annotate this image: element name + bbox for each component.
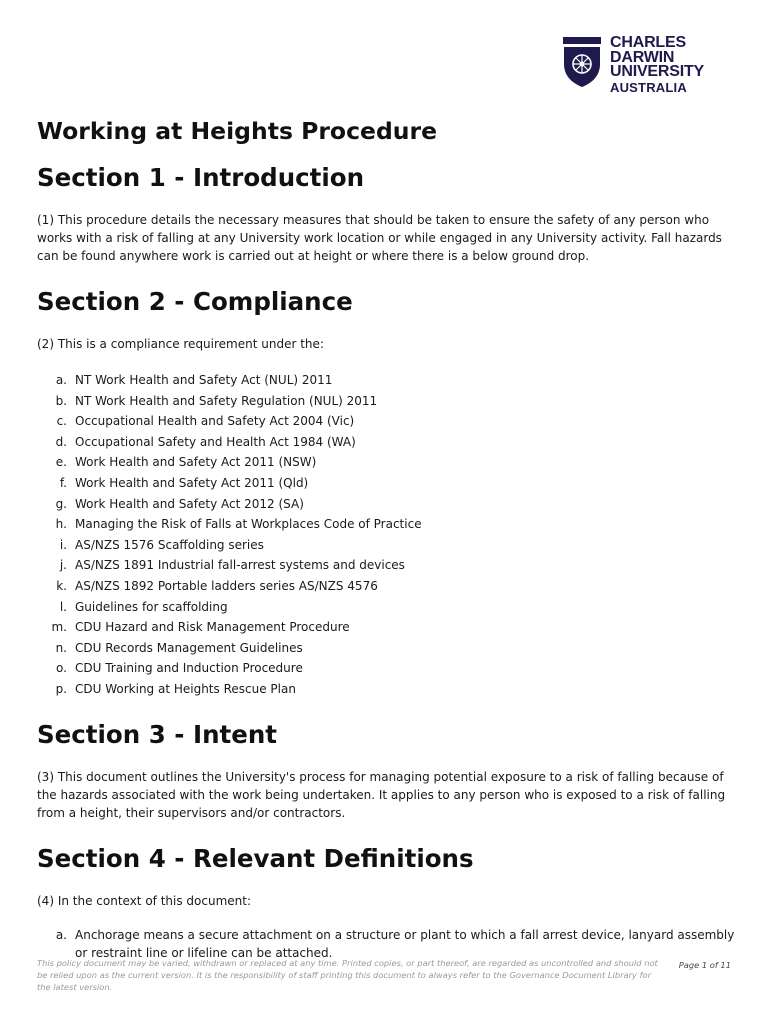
list-item: [37, 473, 737, 494]
logo-line-2: DARWIN: [610, 48, 675, 66]
section-3-heading: Section 3 - Intent: [37, 719, 278, 749]
list-item-text: Work Health and Safety Act 2011 (NSW): [75, 455, 317, 470]
list-item: [37, 926, 737, 962]
list-marker: k.: [56, 578, 67, 593]
list-marker: e.: [55, 455, 67, 470]
compliance-list: [37, 370, 737, 700]
list-marker: h.: [55, 517, 67, 532]
footer-disclaimer: This policy document may be varied, withdrawn or replaced at any time. Printed copies, or part thereof, are regarded as uncontrolled and should not be relied upon as the current version. It is the responsibility of staff printing this document to always refer to the Governance Document Library for the latest version.: [37, 958, 658, 992]
list-marker: a.: [55, 373, 67, 387]
list-marker: p.: [55, 681, 67, 696]
logo-line-4: AUSTRALIA: [610, 79, 687, 95]
page-footer: [37, 958, 737, 993]
list-item-text: Managing the Risk of Falls at Workplaces Code of Practice: [75, 517, 422, 532]
logo-line-3: UNIVERSITY: [610, 63, 705, 80]
list-marker: g.: [55, 496, 67, 511]
list-item: [37, 658, 737, 679]
list-item: [37, 494, 737, 515]
university-logo: [562, 36, 732, 94]
list-item-text: AS/NZS 1576 Scaffolding series: [75, 537, 264, 552]
list-item-text: Work Health and Safety Act 2012 (SA): [75, 496, 304, 511]
logo-wordmark: [610, 36, 704, 95]
list-item: [37, 432, 737, 453]
section-1-heading: Section 1 - Introduction: [37, 163, 365, 192]
section-2-heading: Section 2 - Compliance: [37, 287, 353, 316]
list-marker: l.: [59, 599, 67, 614]
list-item-text: Anchorage means a secure attachment on a structure or plant to which a fall arrest device, lanyard assembly or restraint line or lifeline can be attached.: [75, 927, 735, 960]
list-marker: n.: [55, 640, 67, 655]
list-marker: f.: [59, 475, 67, 490]
list-marker: o.: [56, 661, 67, 676]
list-item: [37, 638, 737, 659]
list-item: [37, 514, 737, 535]
list-item: [37, 617, 737, 638]
list-marker: c.: [56, 414, 67, 429]
list-item: [37, 679, 737, 700]
list-item: [37, 555, 737, 576]
list-item-text: CDU Hazard and Risk Management Procedure: [75, 620, 350, 635]
list-item-text: NT Work Health and Safety Regulation (NUL) 2011: [75, 393, 378, 408]
shield-crest-icon: [562, 36, 602, 88]
list-item-text: Guidelines for scaffolding: [75, 599, 228, 614]
list-marker: d.: [55, 434, 67, 449]
list-marker: a.: [55, 927, 67, 942]
paragraph-3: (3) This document outlines the University's process for managing potential exposure to a risk of falling because of the hazards associated with the work being undertaken. It applies to any person who is exposed to a risk of falling from a height, their supervisors and/or contractors.: [37, 769, 726, 820]
list-item-text: Work Health and Safety Act 2011 (Qld): [75, 475, 309, 490]
list-item: [37, 535, 737, 556]
list-item-text: Occupational Safety and Health Act 1984 (WA): [75, 434, 356, 449]
list-marker: b.: [55, 393, 67, 408]
list-marker: j.: [59, 558, 67, 573]
page-number: Page 1 of 11: [678, 960, 731, 970]
section-4-heading: Section 4 - Relevant Definitions: [37, 843, 474, 873]
list-item: [37, 370, 737, 391]
document-content: [37, 116, 737, 982]
paragraph-1: (1) This procedure details the necessary measures that should be taken to ensure the safety of any person who works with a risk of falling at any University work location or while engaged in any University activity. Fall hazards can be found anywhere work is carried out at height or where there is a below ground drop.: [37, 213, 722, 263]
list-item-text: NT Work Health and Safety Act (NUL) 2011: [75, 373, 333, 387]
list-item: [37, 391, 737, 412]
list-item: [37, 597, 737, 618]
list-marker: i.: [59, 537, 67, 552]
list-item-text: CDU Records Management Guidelines: [75, 640, 303, 655]
list-item-text: AS/NZS 1891 Industrial fall-arrest systems and devices: [75, 558, 405, 573]
list-marker: m.: [51, 620, 67, 635]
paragraph-4: (4) In the context of this document:: [37, 893, 252, 908]
logo-line-1: CHARLES: [610, 34, 686, 51]
list-item: [37, 452, 737, 473]
list-item: [37, 576, 737, 597]
document-title: Working at Heights Procedure: [37, 117, 438, 145]
paragraph-2: (2) This is a compliance requirement under the:: [37, 337, 324, 351]
list-item: [37, 411, 737, 432]
list-item-text: AS/NZS 1892 Portable ladders series AS/NZS 4576: [75, 578, 378, 593]
list-item-text: CDU Training and Induction Procedure: [75, 661, 303, 676]
list-item-text: CDU Working at Heights Rescue Plan: [75, 681, 296, 696]
definitions-list: [37, 926, 737, 962]
list-item-text: Occupational Health and Safety Act 2004 (Vic): [75, 414, 355, 429]
